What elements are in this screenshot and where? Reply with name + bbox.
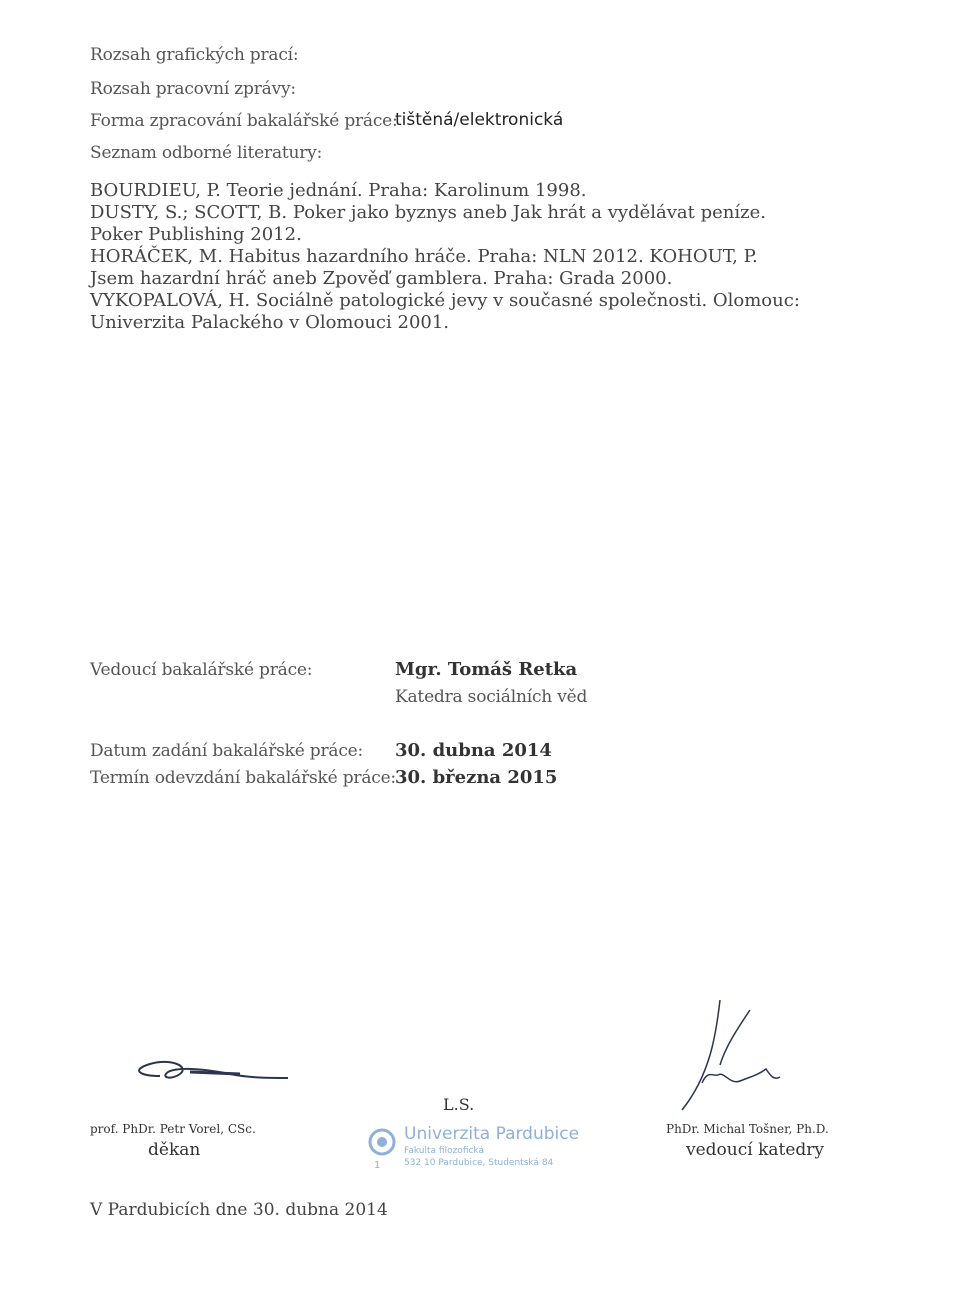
seal-placeholder: L.S. — [443, 1095, 475, 1114]
literature-line: BOURDIEU, P. Teorie jednání. Praha: Karolinum 1998. — [90, 180, 587, 201]
report-scope-label: Rozsah pracovní zprávy: — [90, 79, 296, 99]
submission-deadline-label: Termín odevzdání bakalářské práce: — [90, 768, 396, 788]
stamp-line-1: Univerzita Pardubice — [404, 1124, 580, 1144]
thesis-form-value: tištěná/elektronická — [395, 110, 564, 130]
supervisor-name: Mgr. Tomáš Retka — [395, 659, 578, 680]
stamp-number: 1 — [374, 1160, 381, 1171]
literature-line: Jsem hazardní hráč aneb Zpověď gamblera. Praha: Grada 2000. — [90, 268, 673, 289]
department-head-name: PhDr. Michal Tošner, Ph.D. — [666, 1122, 829, 1136]
place-and-date: V Pardubicích dne 30. dubna 2014 — [90, 1200, 388, 1220]
supervisor-label: Vedoucí bakalářské práce: — [90, 660, 313, 680]
dean-signature — [120, 1052, 300, 1092]
literature-line: VYKOPALOVÁ, H. Sociálně patologické jevy v současné společnosti. Olomouc: — [90, 290, 800, 311]
literature-line: HORÁČEK, M. Habitus hazardního hráče. Praha: NLN 2012. KOHOUT, P. — [90, 246, 758, 267]
dean-name: prof. PhDr. Petr Vorel, CSc. — [90, 1122, 256, 1136]
department-head-role: vedoucí katedry — [686, 1140, 825, 1160]
supervisor-department: Katedra sociálních věd — [395, 687, 588, 707]
literature-line: DUSTY, S.; SCOTT, B. Poker jako byznys aneb Jak hrát a vydělávat peníze. — [90, 202, 766, 223]
submission-deadline-value: 30. března 2015 — [395, 767, 558, 788]
graphics-scope-label: Rozsah grafických prací: — [90, 45, 299, 65]
literature-label: Seznam odborné literatury: — [90, 143, 323, 163]
stamp-line-3: 532 10 Pardubice, Studentská 84 — [404, 1158, 554, 1168]
stamp-line-2: Fakulta filozofická — [404, 1146, 485, 1156]
literature-list — [90, 180, 850, 334]
assignment-date-label: Datum zadání bakalářské práce: — [90, 741, 364, 761]
department-head-signature — [670, 995, 800, 1115]
university-stamp — [360, 1112, 600, 1172]
literature-line: Univerzita Palackého v Olomouci 2001. — [90, 312, 450, 333]
thesis-form-label: Forma zpracování bakalářské práce: — [90, 111, 398, 131]
literature-line: Poker Publishing 2012. — [90, 224, 302, 245]
dean-role: děkan — [148, 1140, 201, 1160]
assignment-date-value: 30. dubna 2014 — [395, 740, 552, 761]
